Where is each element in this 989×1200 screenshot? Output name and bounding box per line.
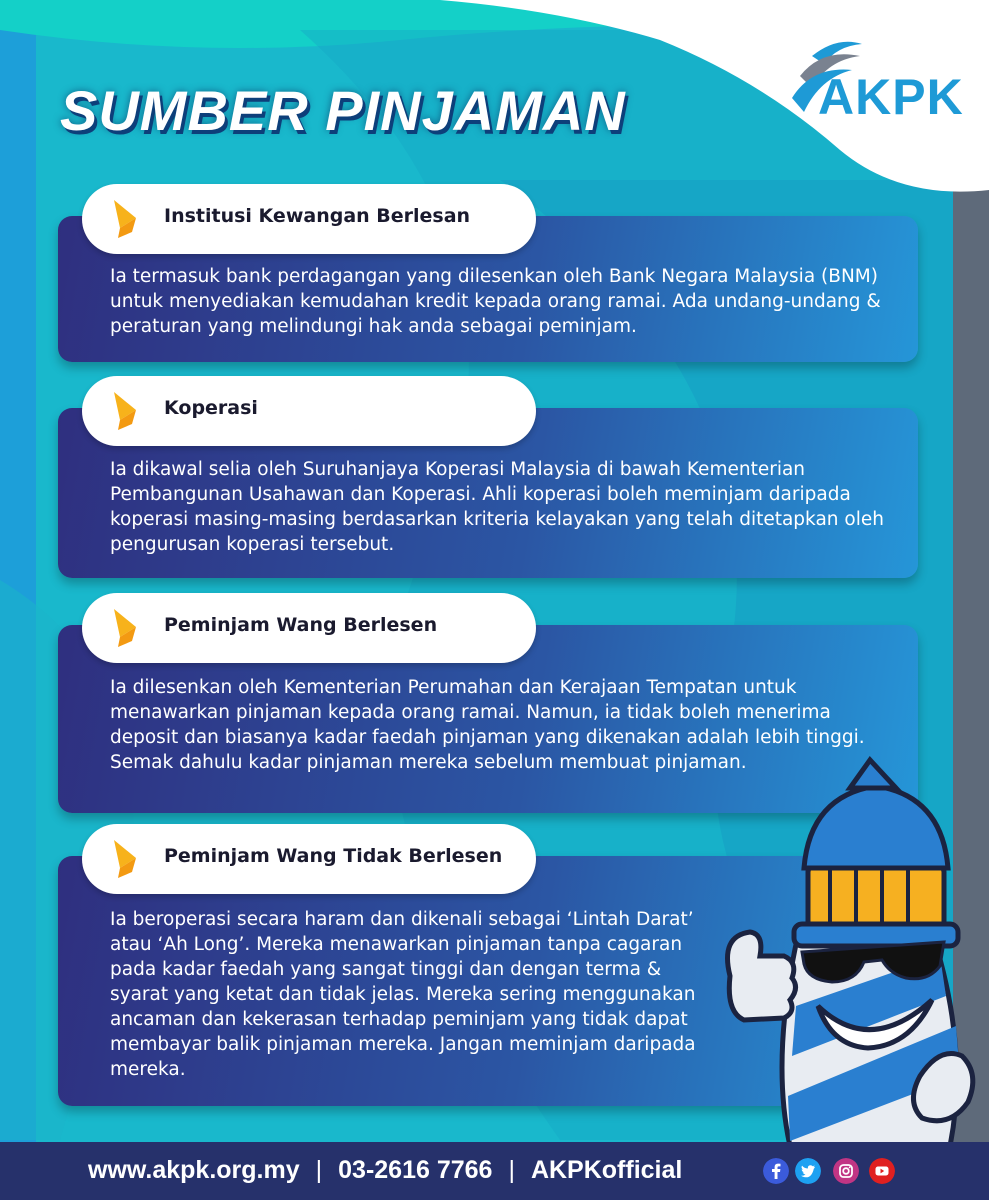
chevron-right-icon	[110, 838, 142, 880]
section-body: Ia beroperasi secara haram dan dikenali sebagai ‘Lintah Darat’ atau ‘Ah Long’. Mereka menawarkan pinjaman tanpa cagaran pada kadar faedah yang sangat tinggi dan dengan terma & syarat yang ketat dan tidak jelas. Mereka sering menggunakan ancaman dan kekerasan terhadap peminjam yang tidak dapat membayar balik pinjaman mereka. Jangan meminjam daripada mereka.	[110, 909, 696, 1080]
twitter-icon[interactable]	[795, 1158, 821, 1184]
chevron-right-icon	[110, 390, 142, 432]
footer-contacts	[88, 1156, 682, 1185]
social-handle[interactable]: AKPKofficial	[530, 1156, 683, 1184]
section-body: Ia dikawal selia oleh Suruhanjaya Koperasi Malaysia di bawah Kementerian Pembangunan Usahawan dan Koperasi. Ahli koperasi boleh meminjam daripada koperasi masing-masing berdasarkan kriteria kelayakan yang telah ditetapkan oleh pengurusan koperasi tersebut.	[110, 459, 884, 555]
section-body: Ia dilesenkan oleh Kementerian Perumahan dan Kerajaan Tempatan untuk menawarkan pinjaman kepada orang ramai. Namun, ia tidak boleh menerima deposit dan biasanya kadar faedah pinjaman yang dikenakan adalah lebih tinggi. Semak dahulu kadar pinjaman mereka sebelum membuat pinjaman.	[110, 677, 865, 773]
youtube-icon[interactable]	[869, 1158, 895, 1184]
chevron-right-icon	[110, 607, 142, 649]
website-link[interactable]: www.akpk.org.my	[88, 1156, 300, 1184]
footer-separator: |	[315, 1156, 323, 1184]
section-heading-pill-1	[82, 184, 536, 254]
section-heading: Koperasi	[164, 397, 258, 419]
footer-separator: |	[508, 1156, 515, 1184]
section-heading-pill-4	[82, 824, 536, 894]
section-body: Ia termasuk bank perdagangan yang dilesenkan oleh Bank Negara Malaysia (BNM) untuk menyediakan kemudahan kredit kepada orang ramai. Ada undang-undang & peraturan yang melindungi hak anda sebagai peminjam.	[110, 266, 881, 337]
page-title: SUMBER PINJAMAN	[60, 79, 626, 142]
section-heading: Peminjam Wang Berlesen	[164, 614, 438, 636]
brand-name: AKPK	[818, 69, 964, 125]
section-heading: Peminjam Wang Tidak Berlesen	[164, 845, 503, 867]
section-heading: Institusi Kewangan Berlesan	[164, 205, 471, 227]
chevron-right-icon	[110, 198, 142, 240]
section-heading-pill-3	[82, 593, 536, 663]
lighthouse-mascot-icon	[700, 756, 989, 1146]
facebook-icon[interactable]	[763, 1158, 789, 1184]
footer-bar	[0, 1142, 989, 1200]
section-heading-pill-2	[82, 376, 536, 446]
instagram-icon[interactable]	[833, 1158, 859, 1184]
phone-number[interactable]: 03-2616 7766	[338, 1156, 493, 1184]
